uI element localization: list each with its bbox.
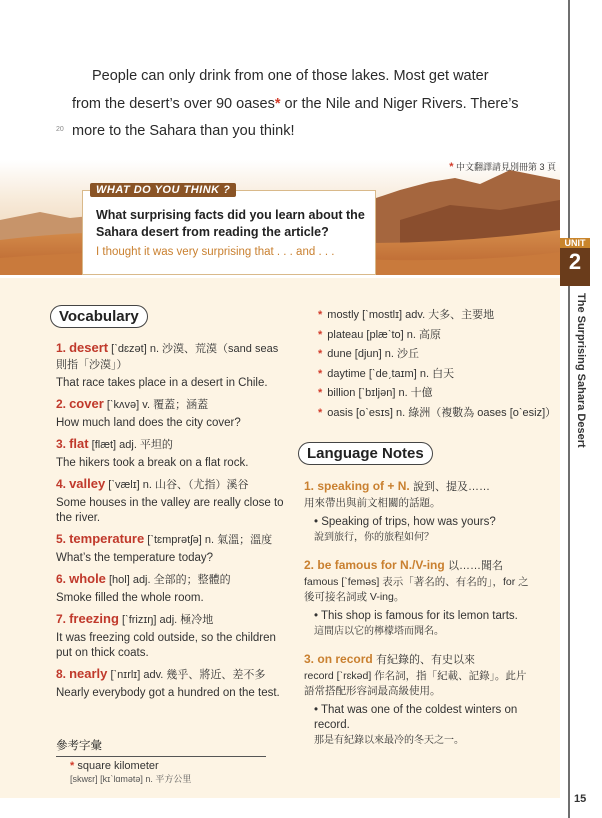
vocabulary-number: 2. — [56, 397, 67, 411]
vocabulary-item — [56, 666, 286, 701]
unit-title-text: The Surprising Sahara Desert — [575, 293, 587, 448]
language-notes-list — [304, 478, 534, 760]
language-note-description: record [ˋrɛkəd] 作名詞，指「紀載、記錄」。此片語常搭配形容詞最高級使用。 — [304, 670, 527, 697]
vocabulary-definition: [ˋnɪrlɪ] adv. 幾乎、將近、差不多 — [107, 669, 266, 681]
vocabulary-definition: [ˋkʌvə] v. 覆蓋；涵蓋 — [103, 399, 209, 411]
vocabulary-definition: [ˋvælɪ] n. 山谷、（尤指）溪谷 — [105, 479, 249, 491]
star-icon: * — [318, 367, 323, 380]
language-note-number: 1. — [304, 479, 315, 493]
language-note-number: 3. — [304, 652, 315, 666]
vocabulary-entry — [56, 611, 286, 628]
vocabulary-list — [56, 340, 286, 706]
vocabulary-example: Nearly everybody got a hundred on the test. — [56, 687, 280, 699]
vocabulary-number: 6. — [56, 572, 67, 586]
language-note-number: 2. — [304, 558, 315, 572]
vocabulary-word: temperature — [69, 531, 145, 546]
language-note-meaning: 以……聞名 — [448, 560, 504, 572]
vocabulary-definition: [ˋdɛzət] n. 沙漠、荒漠（sand seas 則指「沙漠」） — [56, 343, 279, 371]
translation-note-text: 中文翻譯請見別冊第 3 頁 — [455, 162, 556, 172]
language-note-example-en: That was one of the coldest winters on record. — [314, 704, 518, 731]
language-note-meaning: 有紀錄的、有史以來 — [376, 654, 476, 666]
vocabulary-word: cover — [69, 396, 104, 411]
vocabulary-item — [56, 531, 286, 566]
vocabulary-entry — [56, 340, 286, 373]
language-note-example-zh: 那是有紀錄以來最冷的冬天之一。 — [314, 735, 464, 746]
language-note-example-en: Speaking of trips, how was yours? — [321, 516, 496, 528]
vocabulary-word: valley — [69, 476, 106, 491]
star-icon: * — [318, 309, 323, 321]
vocabulary-heading: Vocabulary — [50, 305, 148, 328]
vocabulary-item — [56, 436, 286, 471]
reading-line-2 — [72, 96, 519, 112]
line-number: 20 — [56, 126, 64, 133]
vocabulary-example: How much land does the city cover? — [56, 417, 241, 429]
reading-line-2a: from the desert’s over 90 oases — [72, 96, 275, 112]
vocabulary-number: 7. — [56, 612, 67, 626]
extra-word-item — [318, 384, 538, 404]
language-notes-heading: Language Notes — [298, 442, 433, 465]
reading-line-2b: or the Nile and Niger Rivers. There’s — [280, 96, 519, 112]
reference-words-title: 參考字彙 — [56, 737, 266, 757]
language-note-example-en: This shop is famous for its lemon tarts. — [321, 610, 518, 622]
extra-word-text: dune [djun] n. 沙丘 — [327, 348, 420, 360]
vocabulary-definition: [hol] adj. 全部的；整體的 — [105, 574, 231, 586]
vocabulary-item — [56, 476, 286, 526]
extra-word-item — [318, 404, 557, 424]
extra-word-text: mostly [ˋmostlɪ] adv. 大多、主要地 — [327, 309, 495, 321]
reference-word-item — [70, 760, 191, 786]
language-note-item — [304, 478, 534, 545]
extra-word-text: daytime [ˋdeˏtaɪm] n. 白天 — [327, 367, 455, 380]
vocabulary-word: desert — [69, 340, 109, 355]
extra-word-text: billion [ˋbɪljən] n. 十億 — [327, 387, 433, 399]
vocabulary-item — [56, 571, 286, 606]
extra-word-text: plateau [plæˋto] n. 高原 — [327, 328, 442, 341]
vocabulary-definition: [ˋfrizɪŋ] adj. 極冷地 — [118, 614, 214, 626]
vocabulary-example: Some houses in the valley are really close to the river. — [56, 497, 284, 524]
star-icon: * — [70, 760, 75, 772]
language-note-phrase: be famous for N./V-ing — [317, 558, 445, 572]
star-icon: * — [318, 328, 323, 341]
language-note-head — [304, 478, 534, 494]
vocabulary-example: The hikers took a break on a flat rock. — [56, 457, 249, 469]
vocabulary-word: flat — [69, 436, 89, 451]
vocabulary-item — [56, 396, 286, 431]
language-note-description: famous [ˋfeməs] 表示「著名的、有名的」，for 之後可接名詞或 V-ing。 — [304, 576, 529, 603]
reference-word: square kilometer — [77, 760, 159, 772]
star-icon: * — [318, 387, 323, 399]
vocabulary-entry — [56, 436, 286, 453]
vocabulary-number: 4. — [56, 477, 67, 491]
vocabulary-example: What’s the temperature today? — [56, 552, 214, 564]
vocabulary-word: freezing — [69, 611, 119, 626]
vocabulary-number: 1. — [56, 341, 67, 355]
language-note-description: 用來帶出與前文相關的話題。 — [304, 497, 441, 509]
what-do-you-think-tag: WHAT DO YOU THINK ? — [90, 183, 236, 197]
language-note-example-zh: 這間店以它的檸檬塔而聞名。 — [314, 626, 444, 637]
language-note-phrase: speaking of + N. — [317, 479, 410, 493]
vocabulary-example: It was freezing cold outside, so the children put on thick coats. — [56, 632, 276, 659]
vocabulary-example: That race takes place in a desert in Chile. — [56, 377, 268, 389]
vocabulary-number: 8. — [56, 667, 67, 681]
reading-line-1: People can only drink from one of those lakes. Most get water — [92, 68, 489, 84]
extra-words-list — [318, 306, 557, 423]
unit-number: 2 — [568, 249, 582, 274]
star-icon: * — [449, 161, 454, 173]
extra-word-item — [318, 326, 538, 346]
star-icon: * — [318, 406, 323, 419]
vocabulary-entry — [56, 571, 286, 588]
language-note-phrase: on record — [317, 652, 373, 666]
extra-word-text: oasis [oˋesɪs] n. 綠洲（複數為 oases [oˋesiz]） — [327, 406, 557, 419]
language-note-example: • This shop is famous for its lemon tarts. 這間店以它的檸檬塔而聞名。 — [314, 609, 534, 639]
vocabulary-item — [56, 611, 286, 661]
vocabulary-item — [56, 340, 286, 391]
page-number: 15 — [574, 793, 587, 805]
vocabulary-number: 3. — [56, 437, 67, 451]
language-note-head — [304, 557, 534, 573]
extra-word-item — [318, 306, 538, 326]
vocabulary-entry — [56, 396, 286, 413]
vocabulary-definition: [flæt] adj. 平坦的 — [88, 439, 173, 451]
language-note-example-zh: 說到旅行，你的旅程如何？ — [314, 532, 434, 543]
unit-tab — [560, 238, 590, 286]
vocabulary-entry — [56, 531, 286, 548]
vocabulary-definition: [ˋtɛmprətʃə] n. 氣溫；溫度 — [144, 534, 273, 546]
what-do-you-think-answer: I thought it was very surprising that . . . and . . . — [96, 246, 335, 258]
what-do-you-think-question: What surprising facts did you learn about the Sahara desert from reading the article? — [96, 208, 365, 239]
vocabulary-entry — [56, 476, 286, 493]
glossary-star: * — [274, 96, 281, 112]
unit-label: UNIT — [560, 238, 590, 248]
extra-word-item — [318, 365, 538, 385]
translation-note — [449, 160, 556, 173]
language-note-example: • That was one of the coldest winters on record. 那是有紀錄以來最冷的冬天之一。 — [314, 703, 534, 748]
language-note-item — [304, 651, 534, 748]
star-icon: * — [318, 348, 323, 360]
unit-title — [574, 292, 588, 492]
vocabulary-word: whole — [69, 571, 106, 586]
language-note-example: • Speaking of trips, how was yours? 說到旅行，你的旅程如何？ — [314, 515, 534, 545]
language-note-item — [304, 557, 534, 639]
vocabulary-word: nearly — [69, 666, 108, 681]
reference-phonetic: [skwɛr] [kɪˋlɑmətə] n. 平方公里 — [70, 774, 192, 784]
extra-word-item — [318, 345, 538, 365]
vocabulary-number: 5. — [56, 532, 67, 546]
language-note-head — [304, 651, 534, 667]
vocabulary-entry — [56, 666, 286, 683]
vocabulary-example: Smoke filled the whole room. — [56, 592, 204, 604]
language-note-meaning: 說到、提及…… — [413, 481, 491, 493]
reading-line-3: more to the Sahara than you think! — [72, 123, 295, 139]
